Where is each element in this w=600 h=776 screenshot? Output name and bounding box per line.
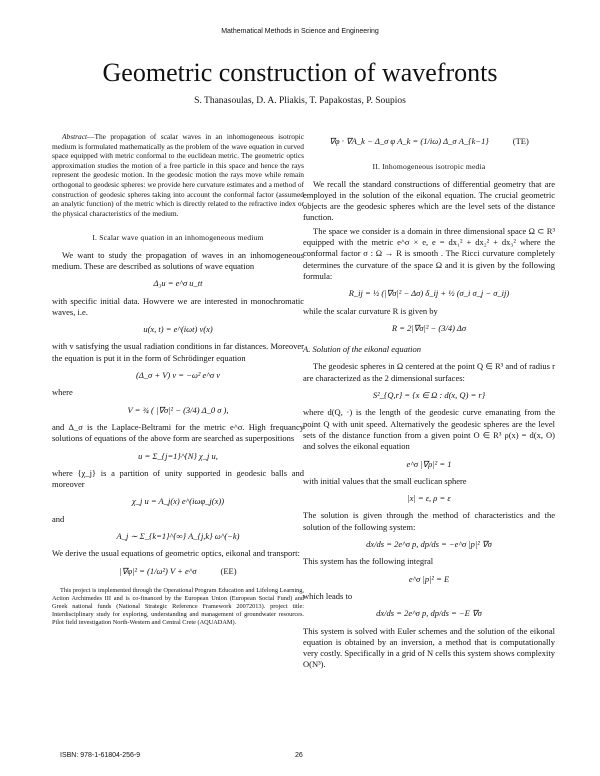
paper-title: Geometric construction of wavefronts xyxy=(102,58,498,87)
paragraph: The geodesic spheres in Ω centered at the point Q ∈ R³ and of radius r are characterized as the 2 dimensional surfaces: xyxy=(303,361,555,383)
equation: R_ij = ½ (|∇σ|² − Δσ) δ_ij + ½ (σ_i σ_j − σ_ij) xyxy=(348,288,510,299)
paragraph: with v satisfying the usual radiation conditions in far distances. Moreover the equation is put it in the form of Schrödinger equation xyxy=(52,341,304,363)
isbn: ISBN: 978-1-61804-256-9 xyxy=(60,752,141,759)
equation: e^σ |∇ρ|² = 1 xyxy=(406,458,452,469)
footnote: This project is implemented through the Operational Program Education and Lifelong Learning, Action Archimedes III and is co-financed by the European Union (European Social Fund) and Greek national funds (National Strategic Reference Framework 20072013). project title: Interdisciplinary study for exploring, understanding and management of groundwater resources. Pilot field investigation North-Western and Central Crete (AQUADAM). xyxy=(52,586,304,626)
paragraph: where {χ_j} is a partition of unity supported in geodesic balls and moreover xyxy=(52,467,304,490)
equation: u = Σ_{j=1}^{N} χ_j u, xyxy=(138,450,218,461)
abstract-label: Abstract xyxy=(62,132,88,141)
paragraph: This system has the following integral xyxy=(303,556,434,567)
running-header: Mathematical Methods in Science and Engineering xyxy=(221,28,379,35)
equation: V = ¾ ( |∇σ|² − (3/4) Δ_0 σ ), xyxy=(127,404,229,415)
equation-tag: (TE) xyxy=(512,136,529,146)
paragraph: We derive the usual equations of geometric optics, eikonal and transport: xyxy=(52,548,300,559)
subsection-title: A. Solution of the eikonal equation xyxy=(303,344,422,355)
page-number: 26 xyxy=(295,752,303,759)
equation: (Δ_σ + V) v = −ω² e^σ v xyxy=(135,370,220,381)
paragraph: where d(Q, ·) is the length of the geodesic curve emanating from the point Q with unit speed. Alternatively the geodesic spheres are the level sets of the distance function from a given point O ∈ R³ ρ(x) = d(x, O) and solves the eikonal equation xyxy=(303,407,555,452)
paragraph: This system is solved with Euler schemes and the solution of the eikonal equation is obtained by an inversion, a method that is computationally very costly. Specifically in a grid of N cells this system shows complexity O(N³). xyxy=(303,625,555,670)
paragraph: with initial values that the small euclican sphere xyxy=(303,475,467,486)
paragraph: The solution is given through the method of characteristics and the solution of the following system: xyxy=(303,510,555,532)
equation: u(x, t) = e^(iωt) v(x) xyxy=(143,324,213,335)
paragraph: We want to study the propagation of waves in an inhomogeneous medium. These are described as solutions of wave equation xyxy=(52,249,304,271)
authors: S. Thanasoulas, D. A. Pliakis, T. Papakostas, P. Soupios xyxy=(194,96,406,106)
section-title-1: I. Scalar wave quation in an inhomogeneous medium xyxy=(92,233,264,243)
equation: Δ₃u = e^σ u_tt xyxy=(153,278,203,289)
abstract-text: —The propagation of scalar waves in an inhomogeneous isotropic medium is formulated mathematically as the problem of the wave equation in curved space equipped with metric conformal to the euclidean metric. The geometric optics approximation studies the motion of a free particle in this space and hence the rays represent the geodesic motion. In the geodesic motion the rays move while remain orthogonal to geodesic spheres: we provide here curvature estimates and a method of construction of geodesic spheres taking into account the conformal factor (assumed an analytic function) of the metric which is directly related to the refractive index or the physical characteristics of the medium. xyxy=(52,132,304,218)
paragraph: and xyxy=(52,513,65,524)
right-column xyxy=(303,132,555,673)
left-column xyxy=(52,132,304,627)
equation: A_j ∼ Σ_{k=1}^{∞} A_{j,k} ω^(−k) xyxy=(116,530,240,541)
paragraph: while the scalar curvature R is given by xyxy=(303,305,438,316)
abstract xyxy=(52,132,304,218)
paragraph: which leads to xyxy=(303,590,353,601)
paragraph: with specific initial data. Howvere we are interested in monochromatic waves, i.e. xyxy=(52,295,304,317)
section-title-2: II. Inhomogeneous isotropic media xyxy=(372,162,486,172)
equation: S²_{Q,r} = {x ∈ Ω : d(x, Q) = r} xyxy=(372,390,486,401)
equation: e^σ |p|² = E xyxy=(408,573,450,584)
equation-tag: (EE) xyxy=(220,565,237,576)
equation: χ_j u = A_j(x) e^(iωφ_j(x)) xyxy=(131,496,225,507)
paragraph: We recall the standard constructions of differential geometry that are employed in the solution of the eikonal equation. The crucial geometric objects are the geodesic spheres which are the level sets of the distance function. xyxy=(303,178,555,223)
equation: |x| = ε, ρ = ε xyxy=(407,493,451,504)
paragraph: where xyxy=(52,387,73,398)
paragraph: and Δ_σ is the Laplace-Beltrami for the metric e^σ. High frequancy solutions of equations of the above form are searched as superpositions xyxy=(52,421,304,444)
paragraph: The space we consider is a domain in three dimensional space Ω ⊂ R³ equipped with the metric e^σ × e, e = dx₁² + dx₂² + dx₃² where the conformal factor σ : Ω → R is smooth . The Ricci curvature completely determines the curvature of the space Ω and it is given by the following formula: xyxy=(303,225,555,281)
equation: dx/ds = 2e^σ p, dp/ds = −E ∇σ xyxy=(376,608,482,619)
equation: R = 2|∇σ|² − (3/4) Δσ xyxy=(391,322,467,333)
equation-te: ∇φ · ∇A_k − Δ_σ φ A_k = (1/iω) Δ_σ A_{k−1} (TE) xyxy=(329,136,529,146)
equation-ee: |∇φ|² = (1/ω²) V + e^σ (EE) xyxy=(119,565,237,576)
equation: dx/ds = 2e^σ p, dp/ds = −e^σ |p|² ∇σ xyxy=(366,539,492,550)
